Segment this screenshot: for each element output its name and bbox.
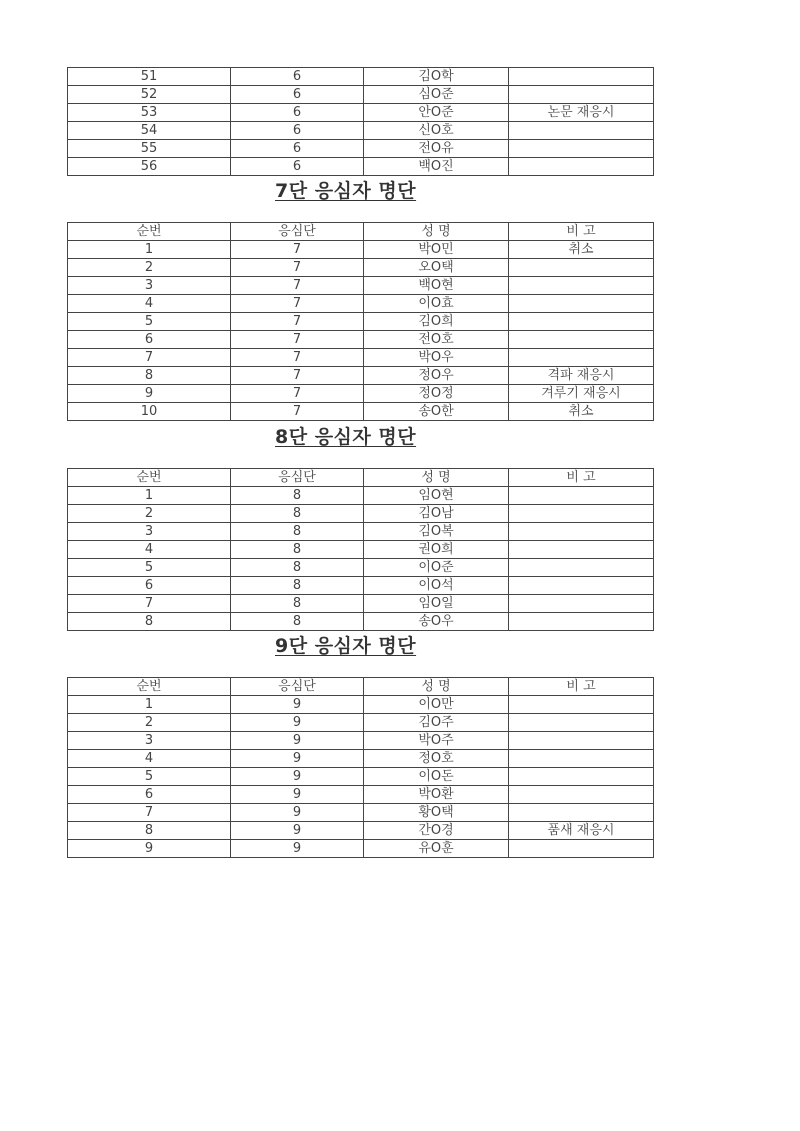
cell-rank: 7: [231, 295, 364, 313]
header-cell-name: 성 명: [364, 678, 509, 696]
cell-name: 임O일: [364, 595, 509, 613]
section-title-7dan: 7단 응심자 명단: [275, 180, 417, 202]
cell-rank: 9: [231, 768, 364, 786]
table-row: [68, 696, 654, 714]
cell-name: 백O현: [364, 277, 509, 295]
table-header: [68, 469, 654, 487]
cell-number: 8: [68, 822, 231, 840]
cell-number: 4: [68, 750, 231, 768]
header-row: [68, 469, 654, 487]
cell-name: 박O환: [364, 786, 509, 804]
cell-rank: 8: [231, 559, 364, 577]
table-row: [68, 541, 654, 559]
cell-remarks: [509, 313, 654, 331]
cell-remarks: [509, 68, 654, 86]
cell-remarks: [509, 786, 654, 804]
table-body: [68, 241, 654, 421]
cell-rank: 6: [231, 140, 364, 158]
cell-rank: 9: [231, 696, 364, 714]
table-body: [68, 68, 654, 176]
cell-number: 7: [68, 349, 231, 367]
header-cell-number: 순번: [68, 223, 231, 241]
cell-remarks: 격파 재응시: [509, 367, 654, 385]
cell-name: 오O택: [364, 259, 509, 277]
cell-remarks: [509, 750, 654, 768]
cell-rank: 8: [231, 487, 364, 505]
table-row: [68, 367, 654, 385]
table-row: [68, 403, 654, 421]
table-7dan: [67, 222, 654, 421]
cell-number: 10: [68, 403, 231, 421]
cell-remarks: [509, 295, 654, 313]
cell-name: 이O돈: [364, 768, 509, 786]
cell-rank: 8: [231, 541, 364, 559]
cell-name: 임O현: [364, 487, 509, 505]
cell-remarks: [509, 122, 654, 140]
table-row: [68, 840, 654, 858]
cell-number: 7: [68, 804, 231, 822]
cell-name: 김O학: [364, 68, 509, 86]
cell-name: 전O유: [364, 140, 509, 158]
cell-number: 6: [68, 577, 231, 595]
cell-name: 신O호: [364, 122, 509, 140]
header-row: [68, 223, 654, 241]
table-row: [68, 559, 654, 577]
cell-remarks: [509, 140, 654, 158]
cell-remarks: [509, 331, 654, 349]
table-row: [68, 613, 654, 631]
cell-number: 9: [68, 840, 231, 858]
table-row: [68, 804, 654, 822]
cell-rank: 7: [231, 277, 364, 295]
cell-number: 55: [68, 140, 231, 158]
table-row: [68, 259, 654, 277]
cell-number: 1: [68, 487, 231, 505]
cell-rank: 7: [231, 385, 364, 403]
cell-number: 6: [68, 331, 231, 349]
table-row: [68, 750, 654, 768]
cell-rank: 9: [231, 732, 364, 750]
table-row: [68, 822, 654, 840]
cell-number: 3: [68, 732, 231, 750]
table-row: [68, 505, 654, 523]
cell-number: 5: [68, 313, 231, 331]
cell-remarks: 논문 재응시: [509, 104, 654, 122]
cell-number: 54: [68, 122, 231, 140]
cell-rank: 9: [231, 714, 364, 732]
cell-remarks: [509, 505, 654, 523]
cell-name: 백O진: [364, 158, 509, 176]
cell-number: 1: [68, 696, 231, 714]
cell-remarks: [509, 595, 654, 613]
cell-rank: 9: [231, 822, 364, 840]
cell-name: 안O준: [364, 104, 509, 122]
cell-remarks: [509, 277, 654, 295]
header-cell-rank: 응심단: [231, 678, 364, 696]
header-cell-number: 순번: [68, 678, 231, 696]
table-row: [68, 241, 654, 259]
cell-rank: 6: [231, 158, 364, 176]
table-row: [68, 768, 654, 786]
cell-number: 5: [68, 559, 231, 577]
cell-rank: 7: [231, 349, 364, 367]
table-row: [68, 732, 654, 750]
table-header: [68, 223, 654, 241]
cell-remarks: 겨루기 재응시: [509, 385, 654, 403]
cell-remarks: [509, 487, 654, 505]
table-header: [68, 678, 654, 696]
cell-remarks: [509, 541, 654, 559]
table-row: [68, 349, 654, 367]
cell-number: 3: [68, 523, 231, 541]
cell-number: 8: [68, 367, 231, 385]
cell-rank: 7: [231, 331, 364, 349]
table-row: [68, 104, 654, 122]
table-row: [68, 313, 654, 331]
table-row: [68, 385, 654, 403]
cell-name: 정O정: [364, 385, 509, 403]
cell-number: 8: [68, 613, 231, 631]
cell-rank: 7: [231, 403, 364, 421]
table-row: [68, 277, 654, 295]
cell-name: 박O민: [364, 241, 509, 259]
cell-remarks: 취소: [509, 241, 654, 259]
cell-remarks: [509, 259, 654, 277]
cell-rank: 6: [231, 68, 364, 86]
cell-rank: 6: [231, 86, 364, 104]
cell-remarks: 품새 재응시: [509, 822, 654, 840]
cell-name: 이O만: [364, 696, 509, 714]
cell-name: 정O우: [364, 367, 509, 385]
section-title-8dan: 8단 응심자 명단: [275, 426, 417, 448]
cell-name: 유O훈: [364, 840, 509, 858]
cell-rank: 9: [231, 750, 364, 768]
header-cell-number: 순번: [68, 469, 231, 487]
cell-number: 7: [68, 595, 231, 613]
cell-remarks: [509, 768, 654, 786]
cell-remarks: [509, 86, 654, 104]
cell-rank: 9: [231, 804, 364, 822]
cell-number: 52: [68, 86, 231, 104]
table-row: [68, 487, 654, 505]
cell-number: 2: [68, 505, 231, 523]
cell-remarks: [509, 158, 654, 176]
cell-name: 김O복: [364, 523, 509, 541]
cell-rank: 9: [231, 786, 364, 804]
cell-name: 박O주: [364, 732, 509, 750]
cell-number: 2: [68, 714, 231, 732]
cell-rank: 8: [231, 523, 364, 541]
cell-rank: 7: [231, 313, 364, 331]
cell-number: 4: [68, 295, 231, 313]
header-cell-name: 성 명: [364, 223, 509, 241]
table-8dan: [67, 468, 654, 631]
table-row: [68, 331, 654, 349]
cell-name: 김O희: [364, 313, 509, 331]
cell-name: 김O남: [364, 505, 509, 523]
table-9dan: [67, 677, 654, 858]
table-row: [68, 523, 654, 541]
cell-number: 2: [68, 259, 231, 277]
cell-remarks: [509, 523, 654, 541]
cell-rank: 7: [231, 259, 364, 277]
cell-number: 6: [68, 786, 231, 804]
cell-remarks: [509, 714, 654, 732]
header-cell-remarks: 비 고: [509, 223, 654, 241]
cell-name: 이O효: [364, 295, 509, 313]
table-row: [68, 158, 654, 176]
table-row: [68, 295, 654, 313]
header-cell-remarks: 비 고: [509, 678, 654, 696]
cell-remarks: [509, 613, 654, 631]
cell-rank: 6: [231, 122, 364, 140]
table-row: [68, 714, 654, 732]
cell-name: 심O준: [364, 86, 509, 104]
cell-number: 5: [68, 768, 231, 786]
cell-name: 박O우: [364, 349, 509, 367]
table-body: [68, 487, 654, 631]
cell-name: 이O준: [364, 559, 509, 577]
table-row: [68, 122, 654, 140]
cell-remarks: [509, 559, 654, 577]
header-cell-remarks: 비 고: [509, 469, 654, 487]
cell-name: 김O주: [364, 714, 509, 732]
table-row: [68, 786, 654, 804]
cell-number: 4: [68, 541, 231, 559]
header-cell-name: 성 명: [364, 469, 509, 487]
cell-remarks: [509, 577, 654, 595]
cell-name: 이O석: [364, 577, 509, 595]
cell-number: 56: [68, 158, 231, 176]
cell-remarks: [509, 804, 654, 822]
table-6dan-continued: [67, 67, 654, 176]
cell-rank: 7: [231, 367, 364, 385]
cell-rank: 8: [231, 577, 364, 595]
section-title-9dan: 9단 응심자 명단: [275, 635, 417, 657]
table-row: [68, 595, 654, 613]
cell-number: 9: [68, 385, 231, 403]
table-body: [68, 696, 654, 858]
cell-name: 송O한: [364, 403, 509, 421]
table-row: [68, 68, 654, 86]
table-row: [68, 86, 654, 104]
cell-remarks: 취소: [509, 403, 654, 421]
cell-remarks: [509, 840, 654, 858]
header-row: [68, 678, 654, 696]
cell-name: 황O택: [364, 804, 509, 822]
cell-remarks: [509, 732, 654, 750]
cell-rank: 6: [231, 104, 364, 122]
table-row: [68, 140, 654, 158]
cell-number: 53: [68, 104, 231, 122]
cell-rank: 8: [231, 613, 364, 631]
cell-number: 1: [68, 241, 231, 259]
header-cell-rank: 응심단: [231, 469, 364, 487]
cell-rank: 7: [231, 241, 364, 259]
cell-rank: 8: [231, 505, 364, 523]
cell-remarks: [509, 349, 654, 367]
cell-name: 전O호: [364, 331, 509, 349]
cell-name: 송O우: [364, 613, 509, 631]
table-row: [68, 577, 654, 595]
cell-name: 간O경: [364, 822, 509, 840]
cell-rank: 9: [231, 840, 364, 858]
cell-number: 51: [68, 68, 231, 86]
cell-name: 정O호: [364, 750, 509, 768]
cell-number: 3: [68, 277, 231, 295]
cell-remarks: [509, 696, 654, 714]
cell-rank: 8: [231, 595, 364, 613]
cell-name: 권O희: [364, 541, 509, 559]
header-cell-rank: 응심단: [231, 223, 364, 241]
